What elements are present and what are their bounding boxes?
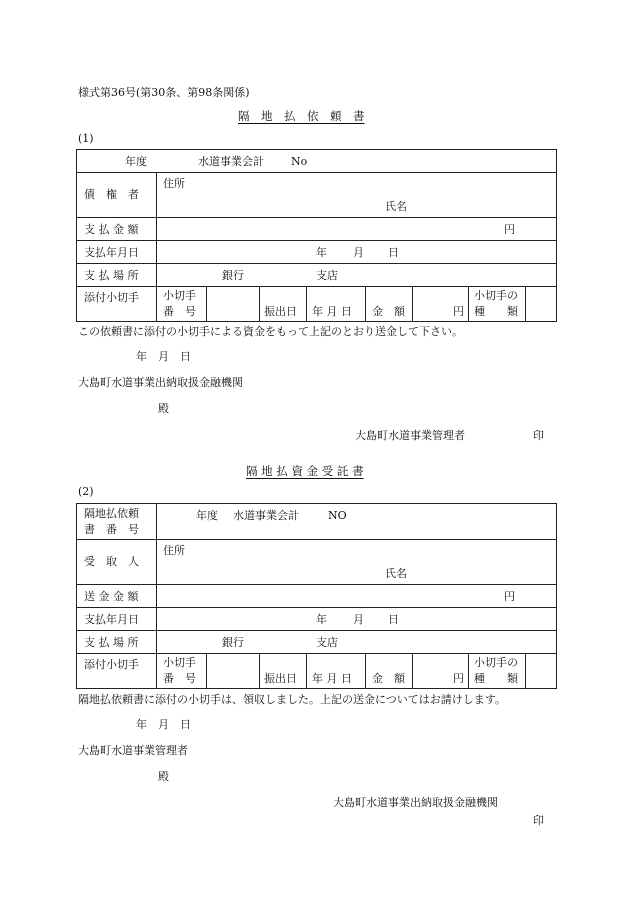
form1-no: No [291,155,308,168]
form1-seal: 印 [533,429,544,442]
form2-row-divider [76,607,557,608]
form2-seal: 印 [533,814,544,827]
form2-request-no-label-2: 書 番 号 [84,523,139,536]
form1-account: 水道事業会計 [198,155,264,168]
form2-addressee: 大島町水道事業管理者 [78,744,188,757]
form2-ymd: 年 月 日 [312,672,352,685]
form-header: 様式第36号(第30条、第98条関係) [78,86,250,99]
form1-amount-label: 支 払 金 額 [84,223,139,236]
form2-issue-date: 振出日 [264,672,297,685]
form2-cell-divider [525,653,526,689]
form2-date-year: 年 [316,613,327,626]
form1-row-divider [76,217,557,218]
form1-issue-date: 振出日 [264,305,297,318]
form1-row-divider [76,172,557,173]
form2-date-month: 月 [353,613,364,626]
form2-check-label: 添付小切手 [84,658,139,671]
form2-yen-unit: 円 [504,590,515,603]
form2-row-divider [76,653,557,654]
form1-title: 隔 地 払 依 頼 書 [238,109,365,123]
form1-cell-divider [365,286,366,322]
form1-request-text: この依頼書に添付の小切手による資金をもって上記のとおり送金して下さい。 [78,325,463,338]
form1-sender: 大島町水道事業管理者 [355,429,465,442]
form1-date-label: 支払年月日 [84,246,139,259]
form1-check-label: 添付小切手 [84,291,139,304]
form2-kind-2: 種 類 [474,672,518,685]
form2-amount-label: 送 金 金 額 [84,590,139,603]
form2-cell-divider [206,653,207,689]
form2-branch: 支店 [316,636,338,649]
form1-cell-divider [468,286,469,322]
form1-cell-divider [306,286,307,322]
form1-row-divider [76,240,557,241]
form2-date-line: 年 月 日 [136,718,191,731]
form1-kind-2: 種 類 [474,305,518,318]
form1-yen-unit: 円 [504,223,515,236]
form1-kind-1: 小切手の [474,289,518,302]
form1-number: (1) [78,132,94,145]
form2-row-divider [76,584,557,585]
form2-check-yen: 円 [453,672,464,685]
form2-kind-1: 小切手の [474,656,518,669]
form1-date-line: 年 月 日 [136,350,191,363]
form2-account: 水道事業会計 [233,509,299,522]
form1-cell-divider [259,286,260,322]
form2-cell-divider [468,653,469,689]
form2-check-amount: 金 額 [372,672,405,685]
form1-label-divider [156,172,157,322]
form1-date-year: 年 [316,246,327,259]
form2-place-label: 支 払 場 所 [84,636,139,649]
form2-cell-divider [365,653,366,689]
form2-cell-divider [259,653,260,689]
form1-check-yen: 円 [453,305,464,318]
form1-cell-divider [525,286,526,322]
form2-sender: 大島町水道事業出納取扱金融機関 [333,796,498,809]
form1-row-divider [76,263,557,264]
form2-check-no-1: 小切手 [163,656,196,669]
form2-receipt-text: 隔地払依頼書に添付の小切手は、領収しました。上記の送金についてはお請けします。 [78,693,506,706]
form1-creditor-label: 債 権 者 [84,188,139,201]
form1-bank: 銀行 [222,269,244,282]
form1-row-divider [76,286,557,287]
form2-row-divider [76,539,557,540]
form1-year-label: 年度 [125,155,147,168]
form2-cell-divider [306,653,307,689]
form1-date-day: 日 [388,246,399,259]
form1-check-amount: 金 額 [372,305,405,318]
form1-ymd: 年 月 日 [312,305,352,318]
form1-check-no-2: 番 号 [163,305,196,318]
form1-branch: 支店 [316,269,338,282]
form2-number: (2) [78,485,94,498]
form2-row-divider [76,630,557,631]
form2-request-no-label-1: 隔地払依頼 [84,507,139,520]
form2-title: 隔 地 払 資 金 受 託 書 [246,464,364,478]
form1-name-label: 氏名 [385,200,407,213]
form1-check-no-1: 小切手 [163,289,196,302]
form1-cell-divider [412,286,413,322]
form2-recipient-label: 受 取 人 [84,555,139,568]
form2-cell-divider [412,653,413,689]
form1-addressee: 大島町水道事業出納取扱金融機関 [78,376,243,389]
form1-honorific: 殿 [158,402,169,415]
form2-check-no-2: 番 号 [163,672,196,685]
form2-date-label: 支払年月日 [84,613,139,626]
form2-date-day: 日 [388,613,399,626]
form2-name-label: 氏名 [385,567,407,580]
form2-no: NO [328,509,347,522]
form2-year: 年度 [196,509,218,522]
form2-honorific: 殿 [158,770,169,783]
form2-address-label: 住所 [163,544,185,557]
form1-date-month: 月 [353,246,364,259]
form1-address-label: 住所 [163,177,185,190]
form2-label-divider [156,503,157,689]
form2-bank: 銀行 [222,636,244,649]
form1-place-label: 支 払 場 所 [84,269,139,282]
form1-cell-divider [206,286,207,322]
